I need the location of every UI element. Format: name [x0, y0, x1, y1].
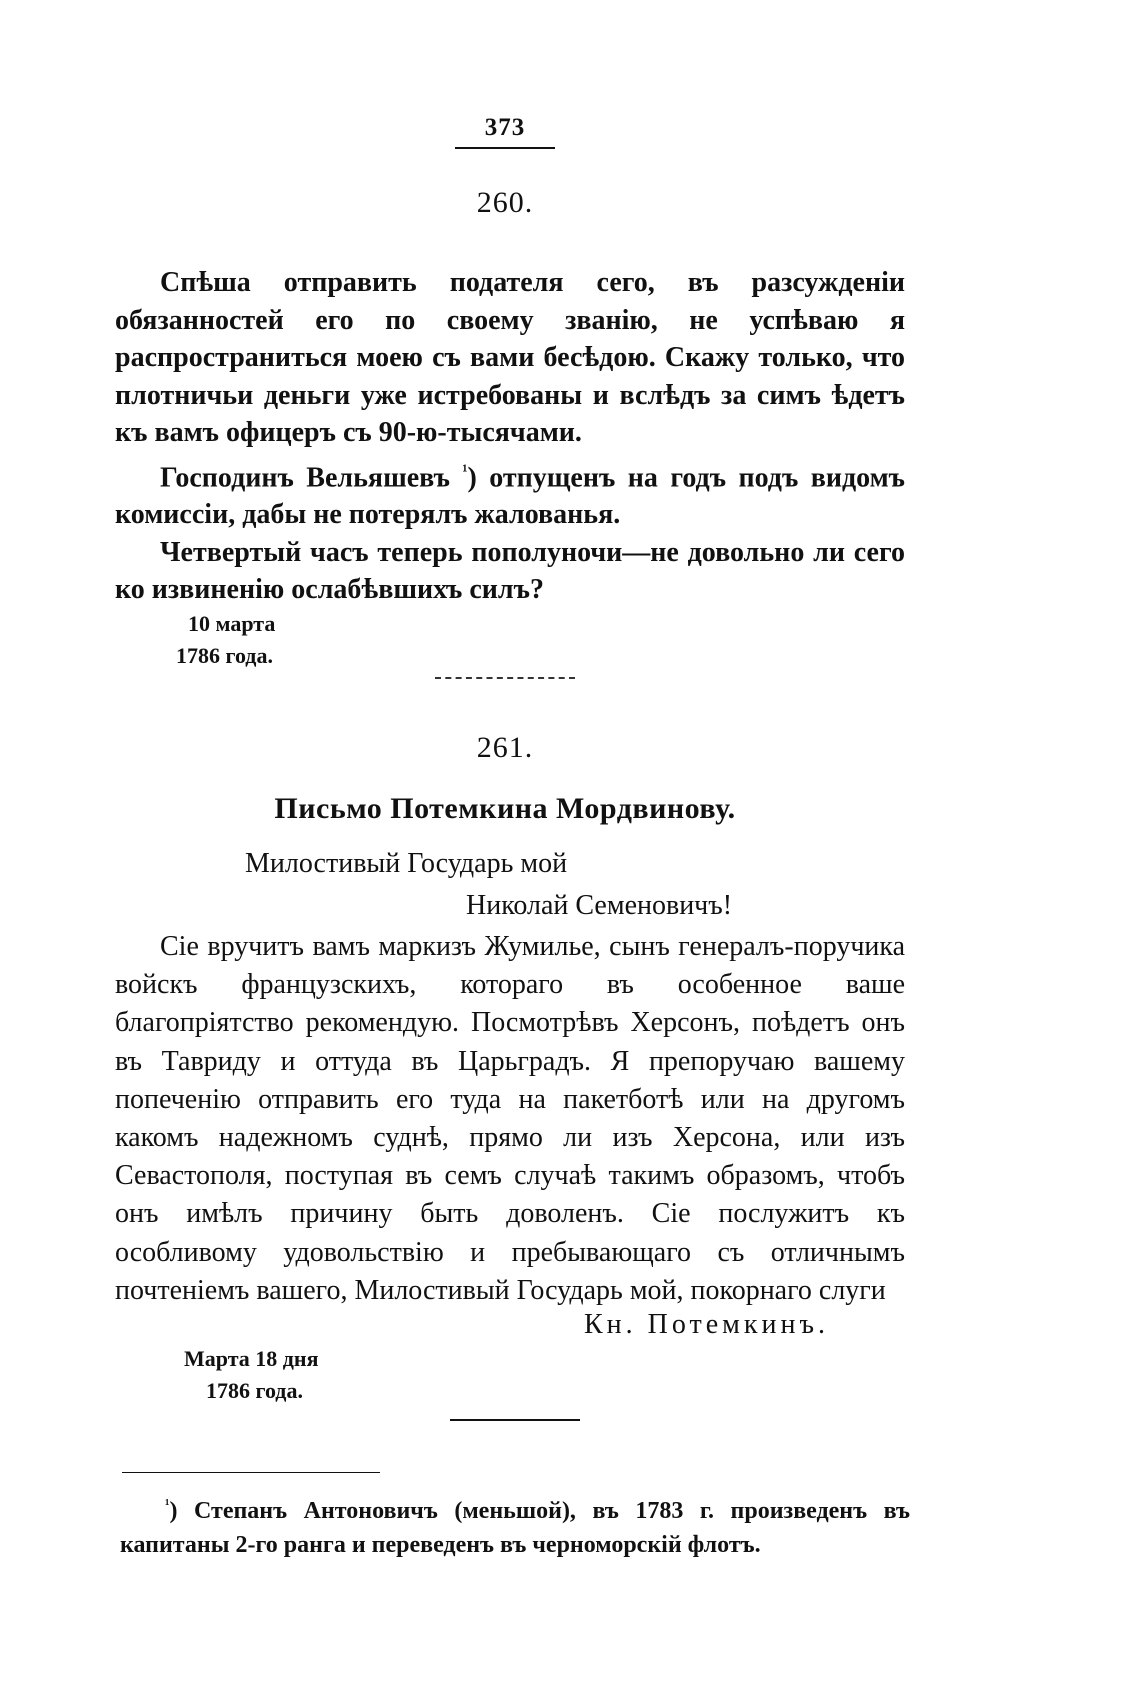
letter-260-paragraph-2-start: Господинъ Вельяшевъ [160, 461, 450, 493]
section-divider [435, 677, 575, 679]
end-of-letter-rule [450, 1419, 580, 1421]
letter-261-salutation-line-2: Николай Семеновичъ! [466, 890, 733, 921]
letter-260-number: 260. [476, 186, 534, 219]
letter-260-date-day: 10 марта [188, 611, 276, 636]
letter-261-date-day: Марта 18 дня [184, 1346, 319, 1371]
letter-261-salutation-line-1: Милостивый Государь мой [245, 848, 568, 879]
letter-261-number: 261. [476, 731, 534, 764]
letter-260-paragraph-2 [115, 452, 905, 534]
footnote-text: ) Степанъ Антоновичъ (меньшой), въ 1783 г. произведенъ въ капитаны 2-го ранга и переведенъ въ черноморскiй флотъ. [120, 1498, 910, 1558]
letter-261-body [115, 928, 905, 1310]
page-number-underline [455, 147, 555, 149]
letter-260-paragraph-3: Четвертый часъ теперь пополуночи—не довольно ли сего ко извиненiю ослабѣвшихъ силъ? [115, 536, 905, 606]
page-number: 373 [484, 114, 526, 141]
letter-260-paragraph-1: Спѣша отправить подателя сего, въ разсужденiи обязанностей его по своему званiю, не успѣваю я распространиться моею съ вами бесѣдою. Скажу только, что плотничьи деньги уже истребованы и вслѣдъ за симъ ѣдетъ къ вамъ офицеръ съ 90-ю-тысячами. [115, 267, 905, 448]
letter-261-date-year: 1786 года. [206, 1378, 303, 1403]
footnote-reference: ¹ [462, 460, 468, 480]
letter-261-body-text: Сiе вручитъ вамъ маркизъ Жумилье, сынъ генералъ-поручика войскъ французскихъ, котораго въ особенное ваше благопрiятство рекомендую. Посмотрѣвъ Херсонъ, поѣдетъ онъ въ Тавриду и оттуда въ Царьградъ. Я препоручаю вашему попеченiю отправить его туда на пакетботѣ или на другомъ какомъ надежномъ суднѣ, прямо ли изъ Херсона, или изъ Севастополя, поступая въ семъ случаѣ такимъ образомъ, чтобъ онъ имѣлъ причину быть доволенъ. Сiе послужитъ къ особливому удовольствiю и пребывающаго съ отличнымъ почтенiемъ вашего, Милостивый Государь мой, покорнаго слуги [115, 931, 905, 1306]
letter-260-date-year: 1786 года. [176, 643, 273, 668]
letter-260-paragraph-2-end: ) отпущенъ на годъ подъ видомъ комиссiи, дабы не потерялъ жалованья. [115, 461, 906, 531]
footnote-separator [122, 1472, 380, 1473]
letter-261-title: Письмо Потемкина Мордвинову. [274, 792, 736, 825]
letter-261-signature: Кн. Потемкинъ. [584, 1309, 829, 1340]
letter-260-body [115, 264, 905, 609]
footnote [120, 1488, 910, 1562]
footnote-marker: ¹ [165, 1497, 170, 1513]
